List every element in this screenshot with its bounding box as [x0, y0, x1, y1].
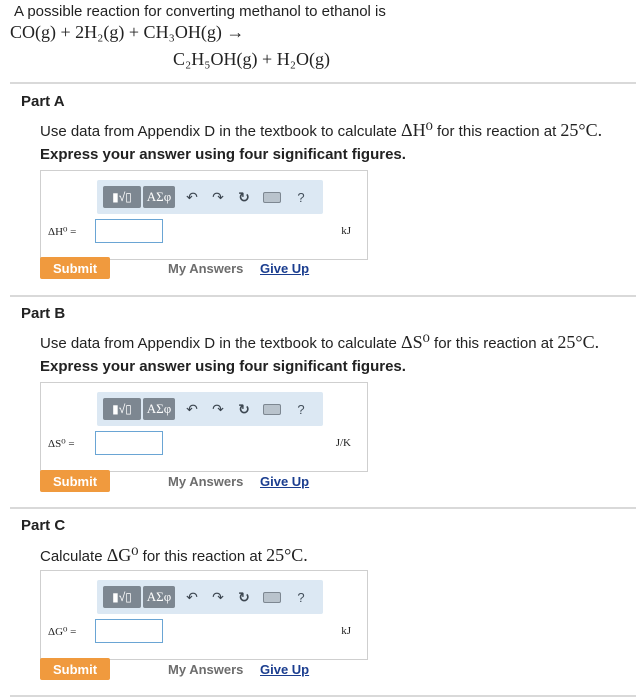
templates-button[interactable]: ▮√▯ [103, 586, 141, 608]
part-instruction [40, 120, 602, 141]
reset-icon[interactable]: ↻ [238, 588, 250, 605]
divider [10, 295, 636, 297]
problem-intro: A possible reaction for converting methanol to ethanol is [14, 3, 386, 20]
part-instruction [40, 332, 599, 353]
redo-icon[interactable]: ↷ [212, 400, 224, 417]
variable-label: ΔG⁰ = [48, 626, 77, 638]
my-answers-link[interactable]: My Answers [168, 261, 244, 276]
problem-statement [14, 0, 624, 21]
submit-button[interactable]: Submit [40, 257, 110, 279]
greek-symbols-button[interactable]: ΑΣφ [143, 586, 175, 608]
reset-icon[interactable]: ↻ [238, 400, 250, 417]
answer-input[interactable] [95, 431, 163, 455]
templates-button[interactable]: ▮√▯ [103, 398, 141, 420]
math-toolbar [97, 180, 323, 214]
give-up-link[interactable]: Give Up [260, 474, 310, 489]
my-answers-link[interactable]: My Answers [168, 662, 244, 677]
keyboard-icon[interactable] [261, 398, 283, 420]
instruction-text: for this reaction at [432, 123, 561, 140]
answer-input[interactable] [95, 619, 163, 643]
instruction-text: for this reaction at [429, 335, 558, 352]
undo-icon[interactable]: ↶ [186, 188, 198, 205]
instruction-math: ΔH⁰ [401, 120, 433, 140]
instruction-math: ΔS⁰ [401, 332, 430, 352]
greek-symbols-button[interactable]: ΑΣφ [143, 398, 175, 420]
keyboard-icon[interactable] [261, 586, 283, 608]
divider [10, 695, 636, 697]
templates-button[interactable]: ▮√▯ [103, 186, 141, 208]
undo-icon[interactable]: ↶ [186, 400, 198, 417]
my-answers-link[interactable]: My Answers [168, 474, 244, 489]
instruction-math: ΔG⁰ [106, 545, 139, 565]
unit-label: kJ [341, 225, 351, 237]
answer-box [40, 382, 368, 472]
answer-box [40, 570, 368, 660]
instruction-temperature: 25°C. [266, 545, 308, 565]
help-icon[interactable]: ? [297, 401, 305, 417]
answer-box [40, 170, 368, 260]
instruction-text: Use data from Appendix D in the textbook to calculate [40, 335, 402, 352]
answer-input[interactable] [95, 219, 163, 243]
instruction-temperature: 25°C. [560, 120, 603, 140]
express-instruction: Express your answer using four significant figures. [40, 146, 406, 163]
submit-button[interactable]: Submit [40, 470, 110, 492]
help-icon[interactable]: ? [297, 589, 305, 605]
unit-label: kJ [341, 625, 351, 637]
redo-icon[interactable]: ↷ [212, 588, 224, 605]
greek-symbols-button[interactable]: ΑΣφ [143, 186, 175, 208]
variable-label: ΔS⁰ = [48, 438, 75, 450]
math-toolbar [97, 580, 323, 614]
instruction-text: for this reaction at [138, 548, 267, 565]
give-up-link[interactable]: Give Up [260, 261, 310, 276]
part-title: Part B [21, 305, 66, 322]
divider [10, 82, 636, 84]
submit-button[interactable]: Submit [40, 658, 110, 680]
part-title: Part C [21, 517, 66, 534]
undo-icon[interactable]: ↶ [186, 588, 198, 605]
instruction-temperature: 25°C. [557, 332, 600, 352]
reset-icon[interactable]: ↻ [238, 188, 250, 205]
variable-label: ΔH⁰ = [48, 226, 77, 238]
express-instruction: Express your answer using four significant figures. [40, 358, 406, 375]
redo-icon[interactable]: ↷ [212, 188, 224, 205]
reaction-equation-line2: C₂H₅OH(g) + H₂O(g) [173, 49, 330, 69]
instruction-text: Use data from Appendix D in the textbook to calculate [40, 123, 402, 140]
help-icon[interactable]: ? [297, 189, 305, 205]
reaction-equation-line1: CO(g) + 2H₂(g) + CH₃OH(g) → [10, 22, 245, 42]
math-toolbar [97, 392, 323, 426]
give-up-link[interactable]: Give Up [260, 662, 310, 677]
divider [10, 507, 636, 509]
part-title: Part A [21, 93, 65, 110]
instruction-text: Calculate [40, 548, 107, 565]
unit-label: J/K [335, 437, 351, 449]
keyboard-icon[interactable] [261, 186, 283, 208]
part-instruction [40, 545, 308, 566]
